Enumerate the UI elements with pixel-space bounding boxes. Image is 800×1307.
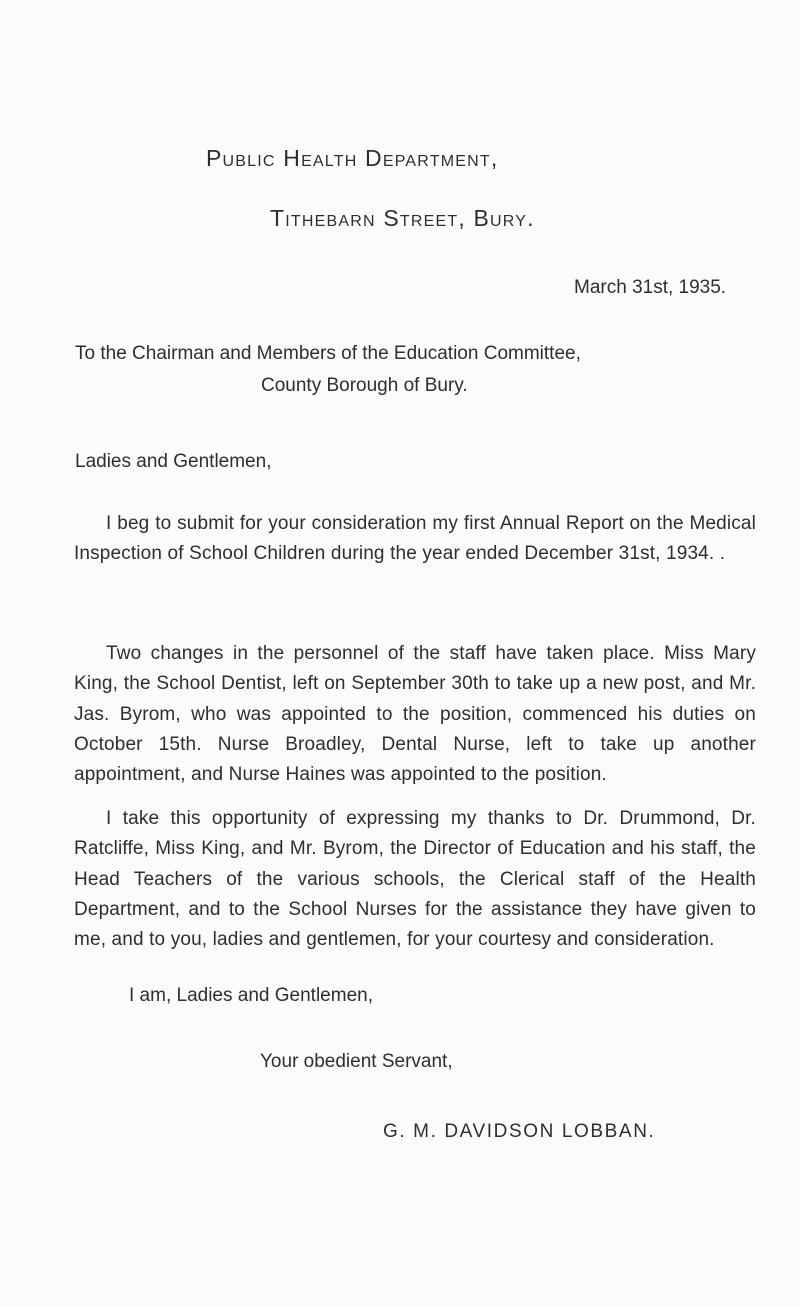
addressee-line-2: County Borough of Bury.: [261, 375, 468, 396]
paragraph-staff-changes: [74, 639, 756, 790]
signature: G. M. DAVIDSON LOBBAN.: [383, 1121, 656, 1142]
valediction: Your obedient Servant,: [260, 1051, 453, 1072]
paragraph-text: I beg to submit for your consideration my first Annual Report on the Medical Inspection of School Children during the year ended December 31st, 1934. .: [74, 513, 756, 565]
salutation: Ladies and Gentlemen,: [75, 451, 272, 472]
closing-line: I am, Ladies and Gentlemen,: [129, 985, 373, 1006]
paragraph-text: I take this opportunity of expressing my thanks to Dr. Drummond, Dr. Ratcliffe, Miss King, and Mr. Byrom, the Director of Education and his staff, the Head Teachers of the various schools, the Clerical staff of the Health Department, and to the School Nurses for the assistance they have given to me, and to you, ladies and gentlemen, for your courtesy and consideration.: [74, 808, 756, 951]
letter-date: March 31st, 1935.: [574, 277, 727, 298]
addressee-line-1: To the Chairman and Members of the Education Committee,: [75, 343, 581, 364]
department-heading: Public Health Department,: [206, 145, 499, 171]
paragraph-report-submission: [74, 509, 756, 570]
street-address: Tithebarn Street, Bury.: [270, 205, 535, 231]
paragraph-text: Two changes in the personnel of the staff have taken place. Miss Mary King, the School Dentist, left on September 30th to take up a new post, and Mr. Jas. Byrom, who was appointed to the position, commenced his duties on October 15th. Nurse Broadley, Dental Nurse, left to take up another appointment, and Nurse Haines was appointed to the position.: [74, 643, 756, 786]
paragraph-thanks: [74, 804, 756, 955]
